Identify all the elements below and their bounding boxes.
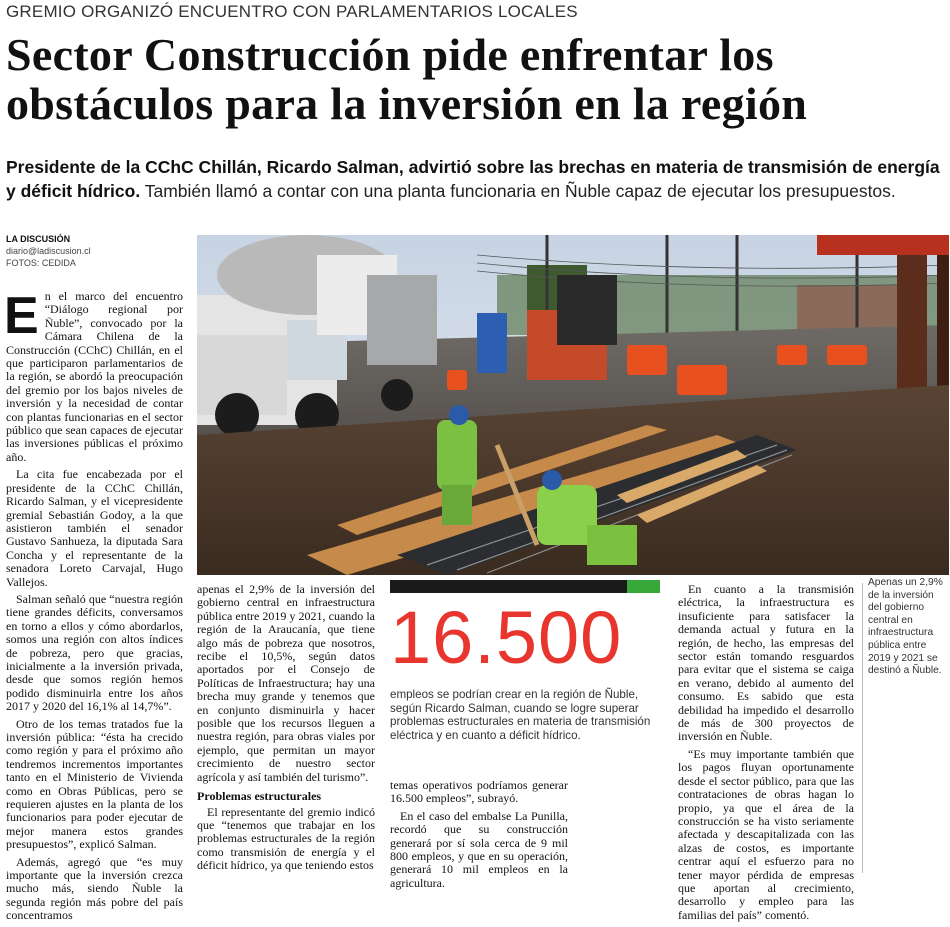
paragraph-5: Además, agregó que “es muy importante que la inversión crezca mucho más, siendo Ñuble la segunda región más pobre del país concentramos xyxy=(6,854,183,923)
article-photo xyxy=(197,235,949,575)
sidenote-divider xyxy=(862,583,863,873)
deck xyxy=(6,155,946,203)
kicker: GREMIO ORGANIZÓ ENCUENTRO CON PARLAMENTARIOS LOCALES xyxy=(6,2,578,21)
paragraph-3: Salman señaló que “nuestra región tiene grandes déficits, conversamos en torno a ellos y cómo abordarlos, somos una región con altos índices de pobreza, pero que gracias, inicialmente a la inversión privada, desde que somos región hemos podido disminuirla entre los años 2017 y 2020 del 16,1% al 14,7%”. xyxy=(6,591,183,714)
column-1 xyxy=(4,287,183,927)
deck-bold: Presidente de la CChC Chillán, Ricardo Salman, advirtió sobre las brechas en materia de transmisión de energía y déficit hídrico. xyxy=(6,157,940,201)
paragraph-8: temas operativos podríamos generar 16.500 empleos”, subrayó. xyxy=(390,778,568,806)
highlight-text: empleos se podrían crear en la región de Ñuble, según Ricardo Salman, cuando se logre superar problemas estructurales en materia de transmisión eléctrica y en cuanto a déficit hídrico. xyxy=(390,688,651,742)
column-4 xyxy=(678,583,854,926)
sidenote: Apenas un 2,9% de la inversión del gobierno central en infraestructura pública entre 2019 y 2021 se destinó a Ñuble. xyxy=(868,577,943,677)
headline: Sector Construcción pide enfrentar los obstáculos para la inversión en la región xyxy=(6,29,808,129)
paragraph-2: La cita fue encabezada por el presidente de la CChC Chillán, Ricardo Salman, y el vicepresidente gremial Sebastián Godoy, a la que asistieron también el senador Gustavo Sanhueza, la diputada Sara Concha y el representante de la senadora Loreto Carvajal, Hugo Vallejos. xyxy=(6,467,183,589)
highlight-bar xyxy=(390,580,660,593)
byline-photo-credit: FOTOS: CEDIDA xyxy=(6,258,76,268)
subhead: Problemas estructurales xyxy=(197,789,322,804)
paragraph-11: “Es muy importante también que los pagos fluyan oportunamente desde el sector público, para que las contrataciones de obras hagan lo propio, ya que el área de la construcción se ha visto seriamente afectada y descapitalizada con las alzas de costos, es importante centrar aquí el esfuerzo para no tener mayor pérdida de empresas que aportan al crecimiento, desarrollo y empleo para las familias del país” comentó. xyxy=(678,746,854,922)
highlight-bar-green xyxy=(627,580,660,593)
paragraph-6: apenas el 2,9% de la inversión del gobierno central en infraestructura pública entre 2019 y 2021, cuando la región de la Araucanía, que tiene algo más de pobreza que nosotros, recibe el 10,5%, según datos aportados por el Consejo de Políticas de Infraestructura; hay una brecha muy grande y tenemos que en conjunto disminuirla y hacer posible que los recursos lleguen a nuestra región, para obras viales por ejemplo, que permitan un mayor crecimiento de nuestro sector agrícola y así también del turismo”. xyxy=(197,582,375,784)
paragraph-1-text: n el marco del encuentro “Diálogo regional por Ñuble”, convocado por la Cámara Chilena de la Construcción (CChC) Chillán, en el que participaron parlamentarios de la región, se abordó la preocupación del gremio por los bajos niveles de inversión y la necesidad de contar con plantas funcionarias en el sector público que sean capaces de ejecutar las inversiones públicas el próximo año. xyxy=(6,289,183,464)
construction-scene-illustration xyxy=(197,235,949,575)
column-2 xyxy=(197,583,375,877)
paragraph-9: En el caso del embalse La Punilla, recordó que su construcción generará por sí sola cerca de 9 mil 800 empleos, y que en su operación, generará 10 mil empleos en la agricultura. xyxy=(390,808,568,890)
deck-regular: También llamó a contar con una planta funcionaria en Ñuble capaz de ejecutar los presupuestos. xyxy=(140,181,896,201)
paragraph-1 xyxy=(4,287,183,464)
byline-email: diario@ladiscusion.cl xyxy=(6,246,91,256)
highlight-bar-dark xyxy=(390,580,627,593)
paragraph-4: Otro de los temas tratados fue la inversión pública: “ésta ha crecido como región y para el próximo año tendremos incrementos importantes tanto en el Ministerio de Vivienda como en Obras Públicas, pero se requieren ajustes en la planta de los funcionarios para poder ejecutar de mejor manera estos grandes presupuestos”, explicó Salman. xyxy=(6,716,183,852)
byline-author: LA DISCUSIÓN xyxy=(6,234,71,244)
paragraph-7: El representante del gremio indicó que “tenemos que trabajar en los problemas estructurales de la región como transmisión de energía y el déficit hídrico, ya que teniendo estos xyxy=(197,804,375,873)
paragraph-10: En cuanto a la transmisión eléctrica, la infraestructura es insuficiente para satisfacer la demanda actual y futura en la región, de hecho, las empresas del sector están tomando resguardos para evitar que el sistema se caiga en verano, debido al aumento del consumo. Es sabido que esta debilidad ha impedido el desarrollo de más de 300 proyectos de inversión en Ñuble. xyxy=(678,582,854,744)
highlight-number: 16.500 xyxy=(390,596,623,679)
byline xyxy=(6,233,91,269)
dropcap: E xyxy=(4,287,39,345)
